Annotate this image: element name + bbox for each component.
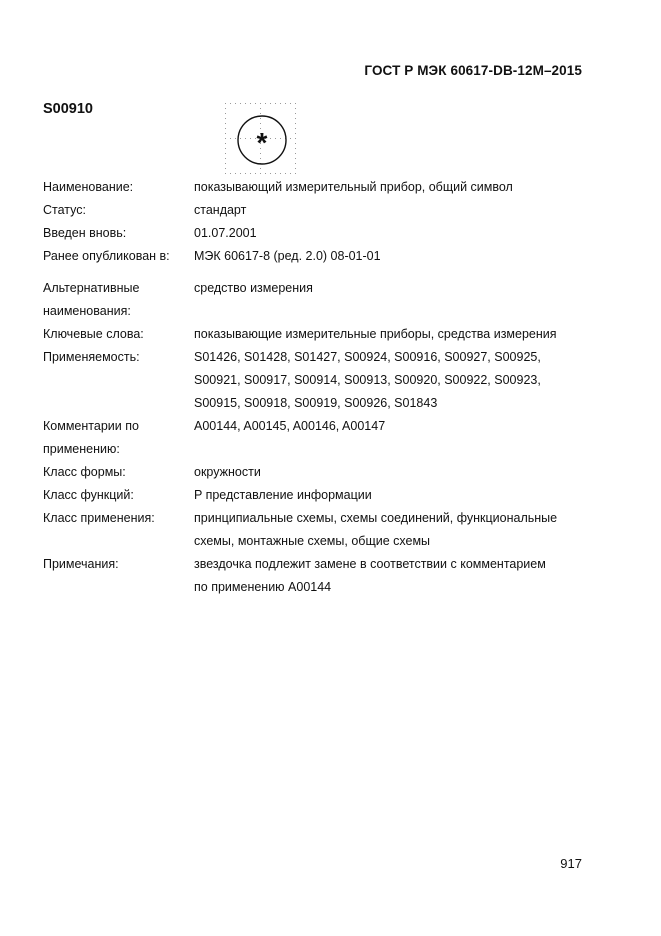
grid-dot bbox=[280, 103, 281, 104]
field-value-notes: звездочка подлежит замене в соответствии с комментарием по применению A00144 bbox=[194, 557, 546, 594]
grid-dot bbox=[225, 133, 226, 134]
grid-dot bbox=[240, 138, 241, 139]
field-label-function-class: Класс функций: bbox=[43, 488, 134, 502]
standard-title: ГОСТ Р МЭК 60617-DB-12M–2015 bbox=[364, 63, 582, 78]
field-label-shape-class: Класс формы: bbox=[43, 465, 126, 479]
field-label-status: Статус: bbox=[43, 203, 86, 217]
grid-dot bbox=[260, 103, 261, 104]
field-value-status: стандарт bbox=[194, 203, 247, 217]
field-label-name: Наименование: bbox=[43, 180, 134, 194]
grid-dot bbox=[295, 163, 296, 164]
grid-dot bbox=[290, 103, 291, 104]
grid-dot bbox=[225, 163, 226, 164]
grid-dot bbox=[225, 103, 226, 104]
grid-dot bbox=[275, 103, 276, 104]
grid-dot bbox=[295, 173, 296, 174]
grid-dot bbox=[250, 173, 251, 174]
field-row-alternative-names bbox=[43, 277, 563, 323]
grid-dot bbox=[295, 143, 296, 144]
grid-dot bbox=[225, 143, 226, 144]
grid-dot bbox=[240, 103, 241, 104]
grid-dot bbox=[225, 148, 226, 149]
field-value-function-class: P представление информации bbox=[194, 488, 372, 502]
grid-dot bbox=[295, 148, 296, 149]
grid-dot bbox=[225, 158, 226, 159]
grid-dot bbox=[295, 103, 296, 104]
grid-dot bbox=[295, 168, 296, 169]
grid-dot bbox=[230, 103, 231, 104]
grid-dot bbox=[250, 138, 251, 139]
field-row-notes bbox=[43, 553, 563, 599]
grid-dot bbox=[235, 138, 236, 139]
grid-dot bbox=[260, 108, 261, 109]
field-label-keywords: Ключевые слова: bbox=[43, 327, 144, 341]
field-value-keywords: показывающие измерительные приборы, средства измерения bbox=[194, 327, 557, 341]
field-row-applicability bbox=[43, 346, 563, 415]
grid-dot bbox=[225, 153, 226, 154]
field-value-name: показывающий измерительный прибор, общий символ bbox=[194, 180, 513, 194]
field-value-introduced: 01.07.2001 bbox=[194, 226, 257, 240]
field-row-status bbox=[43, 199, 563, 222]
field-value-shape-class: окружности bbox=[194, 465, 261, 479]
field-label-application-comments: Комментарии по применению: bbox=[43, 419, 139, 456]
field-value-previously-published: МЭК 60617-8 (ред. 2.0) 08-01-01 bbox=[194, 249, 381, 263]
grid-dot bbox=[245, 103, 246, 104]
grid-dot bbox=[250, 103, 251, 104]
grid-dot bbox=[260, 168, 261, 169]
grid-dot bbox=[260, 173, 261, 174]
field-value-alternative-names: средство измерения bbox=[194, 281, 313, 295]
grid-dot bbox=[225, 168, 226, 169]
field-value-application-comments: A00144, A00145, A00146, A00147 bbox=[194, 419, 386, 433]
grid-dot bbox=[225, 108, 226, 109]
grid-dot bbox=[225, 118, 226, 119]
field-value-applicability: S01426, S01428, S01427, S00924, S00916, S00927, S00925, S00921, S00917, S00914, S00913, S00920, S00922, S00923, S00915, S00918, S00919, S00926, S01843 bbox=[194, 350, 541, 410]
grid-dot bbox=[225, 123, 226, 124]
field-label-application-class: Класс применения: bbox=[43, 511, 155, 525]
grid-dot bbox=[270, 138, 271, 139]
grid-dot bbox=[255, 173, 256, 174]
field-row-name bbox=[43, 176, 563, 199]
field-row-keywords bbox=[43, 323, 563, 346]
grid-dot bbox=[290, 138, 291, 139]
symbol-code: S00910 bbox=[43, 101, 93, 117]
grid-dot bbox=[260, 158, 261, 159]
page-number: 917 bbox=[560, 856, 582, 871]
grid-dot bbox=[260, 118, 261, 119]
grid-dot bbox=[295, 158, 296, 159]
circle-with-asterisk-icon bbox=[224, 102, 300, 178]
grid-dot bbox=[270, 103, 271, 104]
grid-dot bbox=[280, 138, 281, 139]
grid-dot bbox=[295, 128, 296, 129]
grid-dot bbox=[295, 153, 296, 154]
grid-dot bbox=[255, 103, 256, 104]
grid-dot bbox=[245, 173, 246, 174]
grid-dot bbox=[295, 108, 296, 109]
symbol-figure bbox=[224, 102, 300, 178]
grid-dot bbox=[235, 103, 236, 104]
grid-dot bbox=[225, 173, 226, 174]
field-list bbox=[43, 176, 563, 599]
grid-dot bbox=[240, 173, 241, 174]
field-row-application-comments bbox=[43, 415, 563, 461]
grid-dot bbox=[225, 138, 226, 139]
field-label-introduced: Введен вновь: bbox=[43, 226, 127, 240]
field-label-notes: Примечания: bbox=[43, 557, 119, 571]
field-label-previously-published: Ранее опубликован в: bbox=[43, 249, 170, 263]
grid-dot bbox=[295, 133, 296, 134]
grid-dot bbox=[295, 138, 296, 139]
grid-dot bbox=[260, 113, 261, 114]
field-row-function-class bbox=[43, 484, 563, 507]
grid-dot bbox=[270, 173, 271, 174]
grid-dot bbox=[260, 123, 261, 124]
field-label-applicability: Применяемость: bbox=[43, 350, 140, 364]
grid-dot bbox=[295, 113, 296, 114]
grid-dot bbox=[275, 173, 276, 174]
field-row-previously-published bbox=[43, 245, 563, 268]
field-row-application-class bbox=[43, 507, 563, 553]
grid-dot bbox=[230, 173, 231, 174]
grid-dot bbox=[235, 173, 236, 174]
field-label-alternative-names: Альтернативные наименования: bbox=[43, 281, 140, 318]
field-row-introduced bbox=[43, 222, 563, 245]
grid-dot bbox=[225, 113, 226, 114]
grid-dot bbox=[285, 173, 286, 174]
grid-dot bbox=[265, 173, 266, 174]
symbol-asterisk: * bbox=[256, 127, 268, 158]
grid-dot bbox=[295, 123, 296, 124]
field-row-shape-class bbox=[43, 461, 563, 484]
grid-dot bbox=[285, 103, 286, 104]
grid-dot bbox=[245, 138, 246, 139]
grid-dot bbox=[295, 118, 296, 119]
field-value-application-class: принципиальные схемы, схемы соединений, функциональные схемы, монтажные схемы, общие схемы bbox=[194, 511, 558, 548]
grid-dot bbox=[290, 173, 291, 174]
grid-dot bbox=[280, 173, 281, 174]
grid-dot bbox=[265, 103, 266, 104]
grid-dot bbox=[230, 138, 231, 139]
grid-dot bbox=[225, 128, 226, 129]
grid-dot bbox=[275, 138, 276, 139]
